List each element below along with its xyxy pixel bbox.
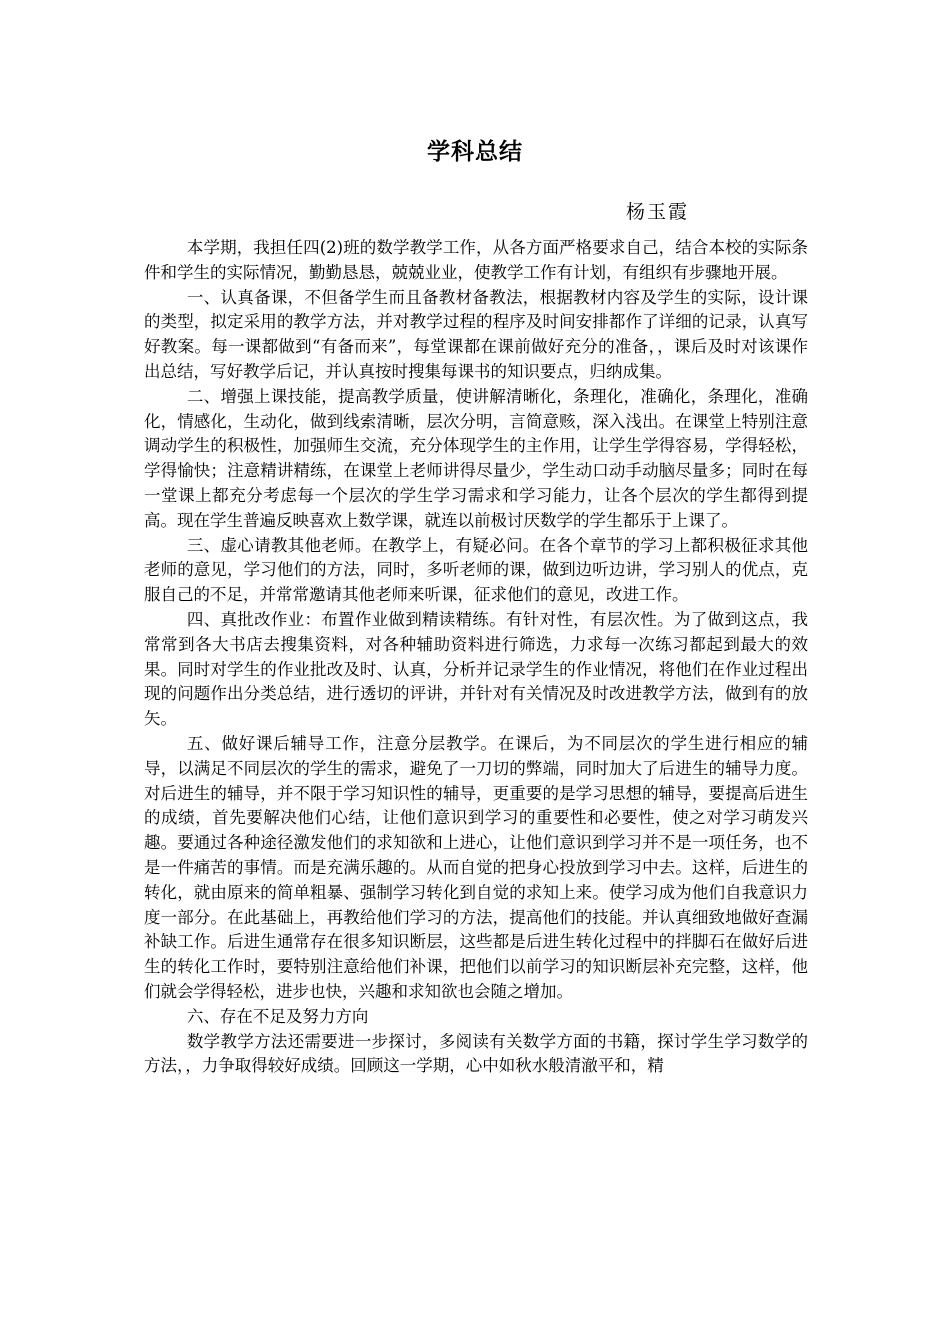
document-author: 杨玉霞 <box>626 201 690 223</box>
paragraph-section-1: 一、认真备课，不但备学生而且备教材备教法，根据教材内容及学生的实际，设计课的类型，拟定采用的教学方法，并对教学过程的程序及时间安排都作了详细的记录，认真写好教案。每一课都做到“有备而来”，每堂课都在课前做好充分的准备，，课后及时对该课作出总结，写好教学后记，并认真按时搜集每课书的知识要点，归纳成集。 <box>144 287 808 381</box>
paragraph-section-3: 三、虚心请教其他老师。在教学上，有疑必问。在各个章节的学习上都积极征求其他老师的意见，学习他们的方法，同时，多听老师的课，做到边听边讲，学习别人的优点，克服自己的不足，并常常邀请其他老师来听课，征求他们的意见，改进工作。 <box>144 535 808 605</box>
paragraph-section-6-body: 数学教学方法还需要进一步探讨，多阅读有关数学方面的书籍，探讨学生学习数学的方法，，力争取得较好成绩。回顾这一学期，心中如秋水般清澈平和，精 <box>144 1031 808 1076</box>
paragraph-intro: 本学期，我担任四(2)班的数学教学工作，从各方面严格要求自己，结合本校的实际条件和学生的实际情况，勤勤恳恳，兢兢业业，使教学工作有计划，有组织有步骤地开展。 <box>144 238 808 282</box>
paragraph-section-5: 五、做好课后辅导工作，注意分层教学。在课后，为不同层次的学生进行相应的辅导，以满足不同层次的学生的需求，避免了一刀切的弊端，同时加大了后进生的辅导力度。对后进生的辅导，并不限于学习知识性的辅导，更重要的是学习思想的辅导，要提高后进生的成绩，首先要解决他们心结，让他们意识到学习的重要性和必要性，使之对学习萌发兴趣。要通过各种途径激发他们的求知欲和上进心，让他们意识到学习并不是一项任务，也不是一件痛苦的事情。而是充满乐趣的。从而自觉的把身心投放到学习中去。这样，后进生的转化，就由原来的简单粗暴、强制学习转化到自觉的求知上来。使学习成为他们自我意识力度一部分。在此基础上，再教给他们学习的方法，提高他们的技能。并认真细致地做好查漏补缺工作。后进生通常存在很多知识断层，这些都是后进生转化过程中的拌脚石在做好后进生的转化工作时，要特别注意给他们补课，把他们以前学习的知识断层补充完整，这样，他们就会学得轻松，进步也快，兴趣和求知欲也会随之增加。 <box>144 733 808 1001</box>
paragraph-section-6-heading: 六、存在不足及努力方向 <box>186 1006 369 1026</box>
document-title: 学科总结 <box>427 139 523 165</box>
document-body <box>144 236 808 1079</box>
paragraph-section-2: 二、增强上课技能，提高教学质量，使讲解清晰化，条理化，准确化，条理化，准确化，情感化，生动化，做到线索清晰，层次分明，言简意赅，深入浅出。在课堂上特别注意调动学生的积极性，加强师生交流，充分体现学生的主作用，让学生学得容易，学得轻松，学得愉快；注意精讲精练，在课堂上老师讲得尽量少，学生动口动手动脑尽量多；同时在每一堂课上都充分考虑每一个层次的学生学习需求和学习能力，让各个层次的学生都得到提高。现在学生普遍反映喜欢上数学课，就连以前极讨厌数学的学生都乐于上课了。 <box>144 386 808 530</box>
paragraph-section-4: 四、真批改作业：布置作业做到精读精练。有针对性，有层次性。为了做到这点，我常常到各大书店去搜集资料，对各种辅助资料进行筛选，力求每一次练习都起到最大的效果。同时对学生的作业批改及时、认真，分析并记录学生的作业情况，将他们在作业过程出现的问题作出分类总结，进行透切的评讲，并针对有关情况及时改进教学方法，做到有的放矢。 <box>144 609 808 729</box>
